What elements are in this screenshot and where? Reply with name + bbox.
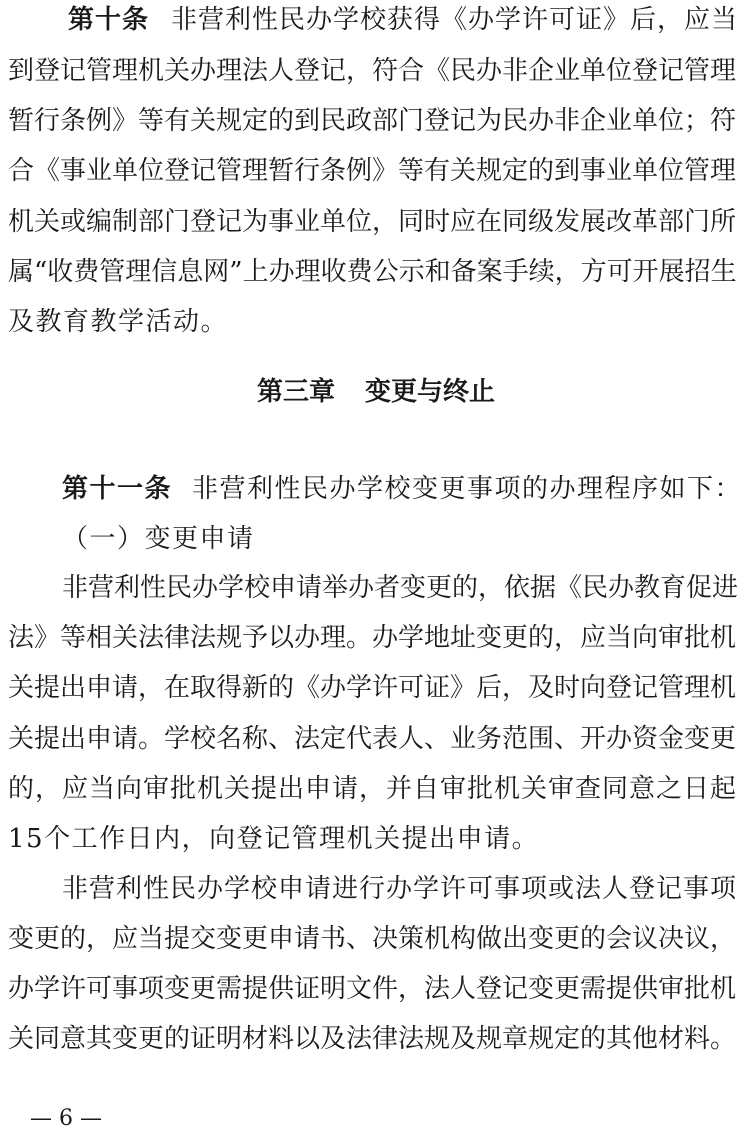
chapter-number: 第三章 <box>256 377 335 407</box>
page-number: — 6 — <box>30 1106 102 1131</box>
article-10-line: 机关或编制部门登记为事业单位，同时应在同级发展改革部门所 <box>8 207 737 237</box>
article-11-label: 第十一条 <box>62 474 173 504</box>
article-10-text: 非营利性民办学校获得《办学许可证》后，应当 <box>171 5 739 35</box>
chapter-title: 变更与终止 <box>365 377 496 407</box>
chapter-heading <box>0 374 752 410</box>
article-11-para2-line: 变更的，应当提交变更申请书、决策机构做出变更的会议决议， <box>8 924 737 954</box>
article-11-first-line <box>62 471 742 507</box>
article-11-para2-line: 关同意其变更的证明材料以及法律法规及规章规定的其他材料。 <box>8 1024 737 1054</box>
article-10-label: 第十条 <box>68 5 150 35</box>
article-11-para2-line: 办学许可事项变更需提供证明文件，法人登记变更需提供审批机 <box>8 974 737 1004</box>
article-10-line: 到登记管理机关办理法人登记，符合《民办非企业单位登记管理 <box>8 56 737 86</box>
article-11-para1-line: 法》等相关法律法规予以办理。办学地址变更的，应当向审批机 <box>8 623 737 653</box>
article-11-para1-line: 15个工作日内，向登记管理机关提出申请。 <box>8 824 540 854</box>
article-11-para1-line: 关提出申请。学校名称、法定代表人、业务范围、开办资金变更 <box>8 724 737 754</box>
article-10-line: 属“收费管理信息网”上办理收费公示和备案手续，方可开展招生 <box>8 257 737 287</box>
article-10-line: 合《事业单位登记管理暂行条例》等有关规定的到事业单位管理 <box>8 156 737 186</box>
article-11-intro: 非营利性民办学校变更事项的办理程序如下： <box>192 474 743 504</box>
article-11-para1-line: 非营利性民办学校申请举办者变更的，依据《民办教育促进 <box>62 573 739 603</box>
article-10-first-line <box>68 2 738 38</box>
article-11-para2-line: 非营利性民办学校申请进行办学许可事项或法人登记事项 <box>62 874 738 904</box>
article-11-para1-line: 关提出申请，在取得新的《办学许可证》后，及时向登记管理机 <box>8 673 737 703</box>
article-11-para1-line: 的，应当向审批机关提出申请，并自审批机关审查同意之日起 <box>8 774 738 804</box>
article-10-line: 及教育教学活动。 <box>8 307 229 337</box>
article-10-line: 暂行条例》等有关规定的到民政部门登记为民办非企业单位；符 <box>8 106 737 136</box>
item-1-heading: （一）变更申请 <box>62 524 255 554</box>
